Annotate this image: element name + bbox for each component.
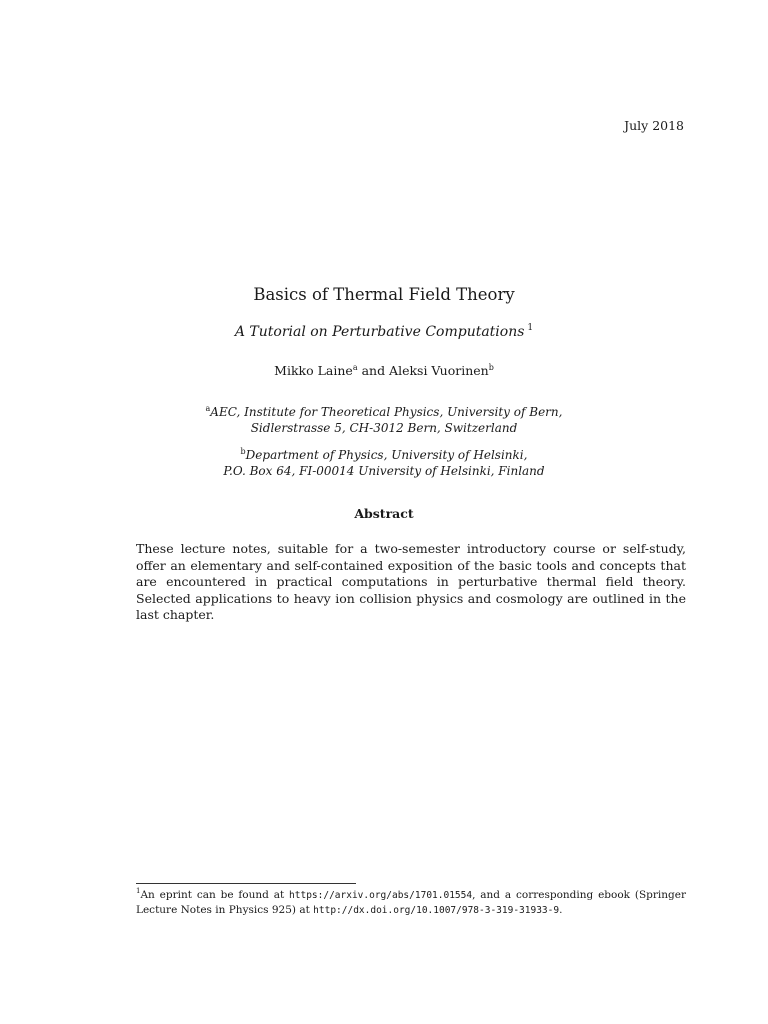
footnote-text: An eprint can be found at [140,889,290,901]
abstract-text: These lecture notes, suitable for a two-semester introductory course or self-study, offer an elementary and self-contained exposition of the basic tools and concepts that are encountered in practical computations in perturbative thermal field theory. Selected applications to heavy ion collision physics and cosmology are outlined in the last chapter. [136,541,686,622]
author-name: Aleksi Vuorinen [389,363,489,378]
author-list [0,363,768,378]
doi-link[interactable]: http://dx.doi.org/10.1007/978-3-319-31933-9 [313,905,560,916]
affiliation-a [0,401,768,436]
paper-subtitle [0,323,768,340]
author-affil-mark: b [488,363,494,372]
author-separator: and [357,363,390,378]
footnote-text: . [559,904,563,916]
arxiv-link[interactable]: https://arxiv.org/abs/1701.01554 [289,890,473,901]
date: July 2018 [624,118,684,133]
affiliation-mark: a [205,404,211,413]
affiliation-line: P.O. Box 64, FI-00014 University of Helsinki, Finland [223,464,545,478]
paper-title: Basics of Thermal Field Theory [253,285,515,304]
subtitle-footnote-mark[interactable]: 1 [527,323,534,333]
footnote-mark: 1 [136,887,141,895]
subtitle-text: A Tutorial on Perturbative Computations [234,324,525,340]
author-affil-mark: a [352,363,358,372]
author-name: Mikko Laine [274,363,353,378]
footnote [136,884,686,918]
affiliation-line: Sidlerstrasse 5, CH-3012 Bern, Switzerland [250,421,518,435]
affiliation-mark: b [240,447,246,456]
affiliation-line: Department of Physics, University of Helsinki, [245,448,528,462]
affiliation-line: AEC, Institute for Theoretical Physics, University of Bern, [210,405,563,419]
footnote-text: , and a corresponding ebook (Springer Lecture Notes in Physics 925) at [136,889,686,916]
abstract-heading: Abstract [354,506,414,521]
affiliation-b [0,444,768,479]
